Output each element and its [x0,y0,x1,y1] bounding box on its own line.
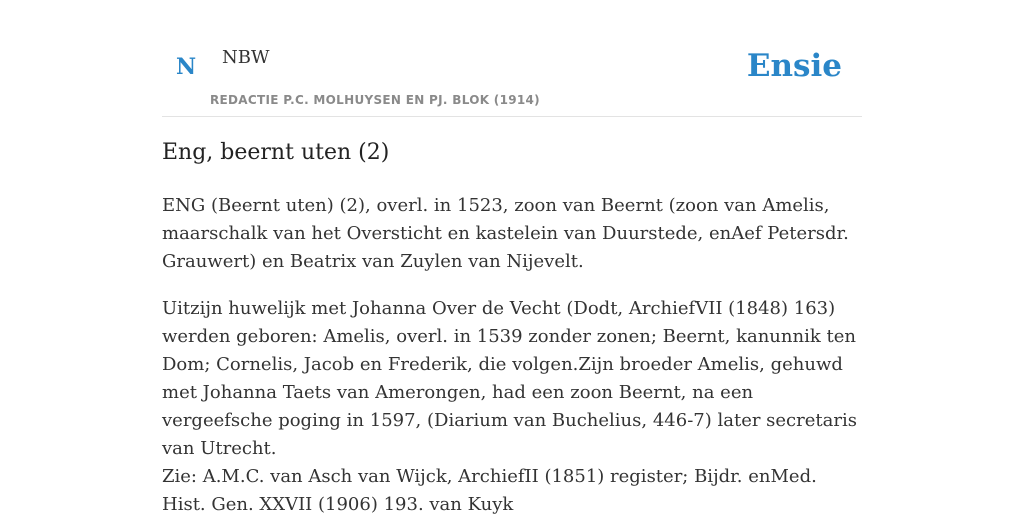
source-header [162,0,862,117]
article-paragraph: Uitzijn huwelijk met Johanna Over de Vecht (Dodt, ArchiefVII (1848) 163) werden geboren: Amelis, overl. in 1539 zonder zonen; Beernt, kanunnik ten Dom; Cornelis, Jacob en Frederik, die volgen.Zijn broeder Amelis, gehuwd met Johanna Taets van Amerongen, had een zoon Beernt, na een vergeefsche poging in 1597, (Diarium van Buchelius, 446-7) later secretaris van Utrecht. [162,298,857,459]
brand-logo[interactable]: Ensie [746,48,842,84]
article-title: Eng, beernt uten (2) [162,140,390,165]
article-references: Zie: A.M.C. van Asch van Wijck, ArchiefII (1851) register; Bijdr. enMed. Hist. Gen. XXVII (1906) 193. van Kuyk [162,466,817,515]
source-name[interactable]: NBW [222,47,270,68]
source-logo[interactable]: N [176,54,197,80]
article-paragraph: ENG (Beernt uten) (2), overl. in 1523, zoon van Beernt (zoon van Amelis, maarschalk van het Oversticht en kastelein van Duurstede, enAef Petersdr. Grauwert) en Beatrix van Zuylen van Nijevelt. [162,195,849,272]
source-editors: REDACTIE P.C. MOLHUYSEN EN PJ. BLOK (1914) [210,93,540,107]
article-page [162,0,862,515]
